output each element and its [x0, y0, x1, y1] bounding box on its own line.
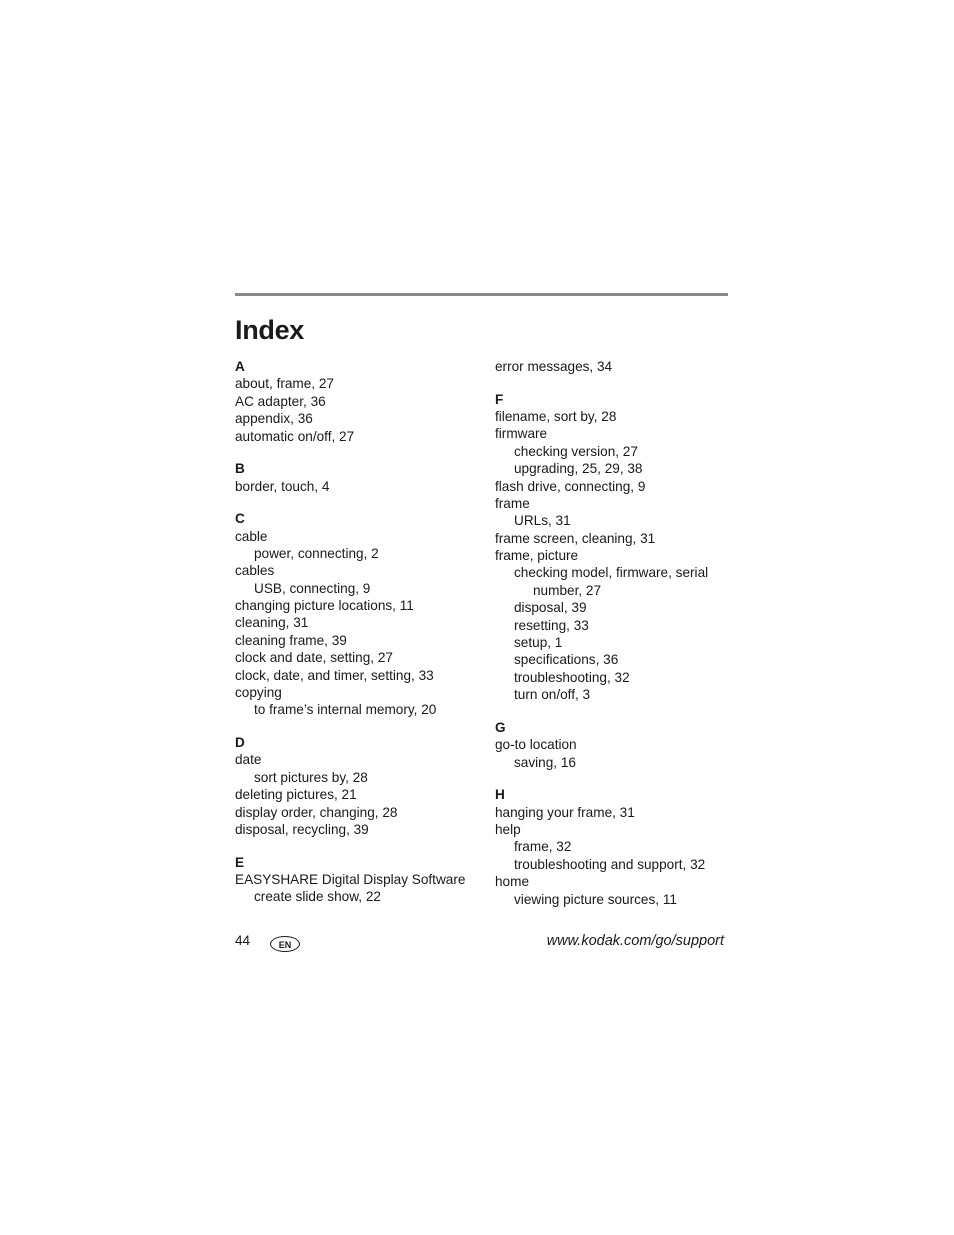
index-entry: appendix, 36 [235, 411, 313, 427]
index-entry: help [495, 821, 521, 837]
index-subentry: turn on/off, 3 [514, 687, 591, 703]
index-entry: disposal, recycling, 39 [235, 821, 369, 837]
index-section-letter: E [235, 854, 245, 870]
index-subentry: troubleshooting and support, 32 [514, 856, 706, 872]
index-column-left [235, 358, 470, 906]
index-entry: filename, sort by, 28 [495, 408, 617, 424]
section-gap [235, 719, 470, 734]
index-entry: changing picture locations, 11 [235, 598, 414, 614]
index-entry: EASYSHARE Digital Display Software [235, 871, 466, 887]
index-subentry: checking model, firmware, serial [514, 565, 709, 581]
index-subentry: setup, 1 [514, 635, 563, 651]
index-entry: cleaning, 31 [235, 615, 309, 631]
index-subentry: power, connecting, 2 [254, 545, 379, 561]
index-entry: display order, changing, 28 [235, 804, 398, 820]
index-subentry: disposal, 39 [514, 600, 587, 616]
index-subentry: troubleshooting, 32 [514, 669, 630, 685]
index-entry: cleaning frame, 39 [235, 632, 347, 648]
index-subentry: viewing picture sources, 11 [514, 891, 677, 907]
index-entry: frame, picture [495, 548, 579, 564]
section-gap [235, 445, 470, 460]
index-section-letter: D [235, 734, 245, 750]
section-gap [495, 375, 730, 390]
index-entry: frame screen, cleaning, 31 [495, 530, 656, 546]
index-section-letter: F [495, 391, 504, 407]
support-url-link[interactable]: www.kodak.com/go/support [546, 933, 724, 949]
section-gap [495, 704, 730, 719]
section-gap [235, 838, 470, 853]
index-section-letter: B [235, 461, 245, 477]
index-entry: flash drive, connecting, 9 [495, 478, 646, 494]
index-subentry: number, 27 [533, 582, 602, 598]
index-subentry: specifications, 36 [514, 652, 619, 668]
index-subentry: saving, 16 [514, 754, 576, 770]
index-entry: deleting pictures, 21 [235, 787, 357, 803]
index-entry: home [495, 874, 530, 890]
index-entry: automatic on/off, 27 [235, 428, 355, 444]
index-entry: hanging your frame, 31 [495, 804, 635, 820]
index-subentry: create slide show, 22 [254, 889, 381, 905]
index-entry: border, touch, 4 [235, 478, 330, 494]
index-section-letter: C [235, 511, 245, 527]
index-entry: clock and date, setting, 27 [235, 650, 393, 666]
index-section-letter: G [495, 719, 506, 735]
index-subentry: checking version, 27 [514, 443, 638, 459]
index-column-right [495, 358, 730, 908]
index-entry: about, frame, 27 [235, 376, 334, 392]
index-subentry: resetting, 33 [514, 617, 589, 633]
section-gap [495, 771, 730, 786]
index-section-letter: H [495, 787, 505, 803]
index-subentry: frame, 32 [514, 839, 572, 855]
index-entry: clock, date, and timer, setting, 33 [235, 667, 434, 683]
index-subentry: upgrading, 25, 29, 38 [514, 461, 643, 477]
index-entry: error messages, 34 [495, 359, 613, 374]
index-entry: AC adapter, 36 [235, 393, 326, 409]
index-subentry: URLs, 31 [514, 513, 571, 529]
index-entry: firmware [495, 426, 548, 442]
index-section-letter: A [235, 359, 245, 374]
header-rule [235, 293, 728, 296]
index-entry: frame [495, 495, 530, 511]
index-entry: go-to location [495, 737, 577, 753]
index-entry: copying [235, 685, 282, 701]
index-entry: date [235, 752, 262, 768]
index-subentry: to frame’s internal memory, 20 [254, 702, 437, 718]
index-subentry: USB, connecting, 9 [254, 580, 371, 596]
page-title: Index [235, 315, 305, 345]
section-gap [235, 495, 470, 510]
page-number: 44 [235, 933, 251, 948]
index-entry: cable [235, 528, 268, 544]
index-subentry: sort pictures by, 28 [254, 769, 368, 785]
index-entry: cables [235, 563, 275, 579]
language-badge: EN [270, 936, 300, 952]
